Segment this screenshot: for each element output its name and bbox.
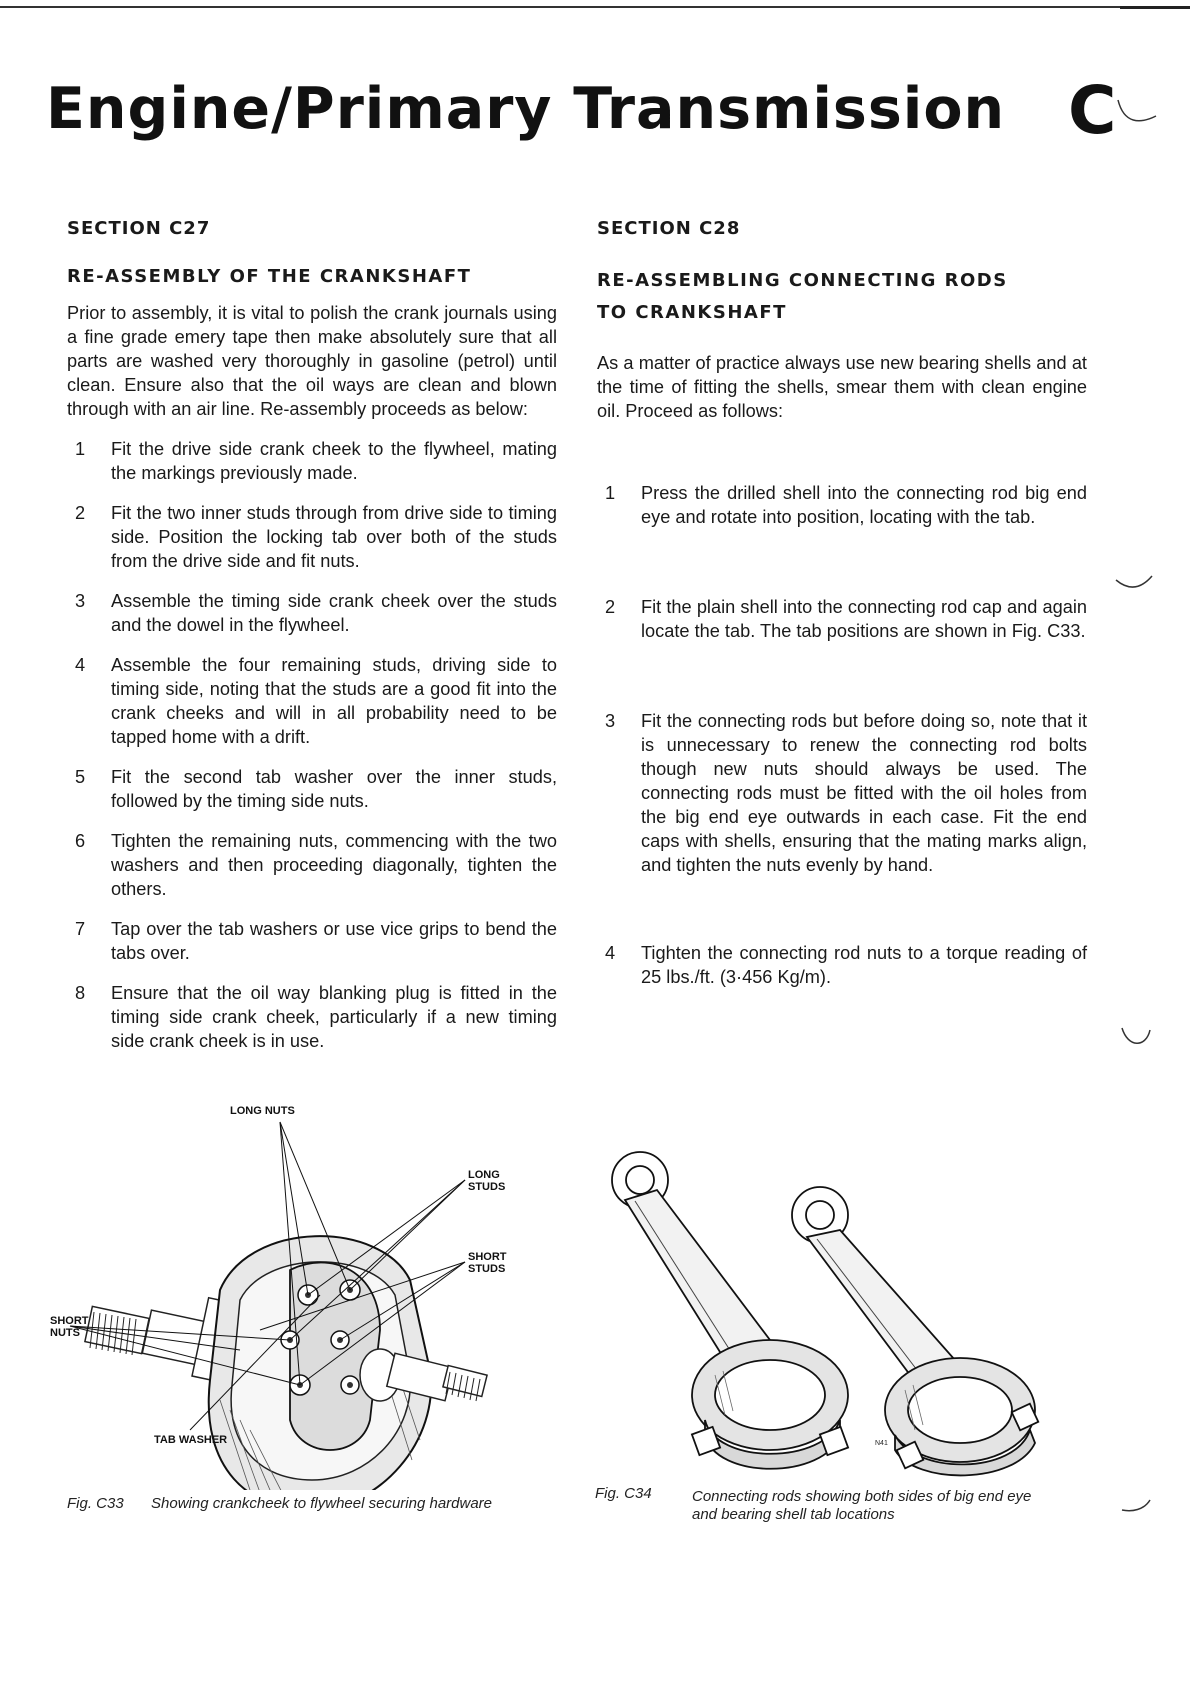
- step-item: [597, 481, 1087, 529]
- caption-text-line-2: and bearing shell tab locations: [692, 1506, 895, 1523]
- step-text: Ensure that the oil way blanking plug is fitted in the timing side crank cheek, particularly if a new timing side crank cheek is in use.: [111, 983, 557, 1051]
- step-text: Tighten the connecting rod nuts to a torque reading of 25 lbs./ft. (3·456 Kg/m).: [641, 943, 1087, 987]
- label-short-studs-2: STUDS: [468, 1263, 506, 1275]
- step-item: [67, 829, 557, 901]
- step-item: [67, 653, 557, 749]
- left-column: [67, 218, 557, 1069]
- label-long-studs-1: LONG: [468, 1169, 500, 1181]
- step-item: [597, 941, 1087, 989]
- step-item: [67, 437, 557, 485]
- label-short-studs-1: SHORT: [468, 1251, 507, 1263]
- step-number: 2: [75, 503, 86, 523]
- step-item: [597, 595, 1087, 643]
- step-item: [67, 981, 557, 1053]
- label-short-nuts-1: SHORT: [50, 1315, 89, 1327]
- step-number: 4: [75, 655, 86, 675]
- intro-paragraph: As a matter of practice always use new bearing shells and at the time of fitting the shells, smear them with clean engine oil. Proceed as follows:: [597, 353, 1087, 421]
- heading-line-1: RE-ASSEMBLING CONNECTING RODS: [597, 270, 1008, 291]
- step-item: [67, 917, 557, 965]
- right-column: [597, 218, 1087, 989]
- step-number: 7: [75, 919, 86, 939]
- step-text: Assemble the four remaining studs, driving side to timing side, noting that the studs are a good fit into the crank cheeks and will in all probability need to be tapped home with a drift.: [111, 655, 557, 747]
- connecting-rods-illustration: [595, 1145, 1075, 1480]
- step-list: [67, 437, 557, 1053]
- step-item: [67, 765, 557, 813]
- step-item: [67, 501, 557, 573]
- step-list: [597, 481, 1087, 989]
- figure-caption-c34: [595, 1485, 1095, 1525]
- caption-ref: Fig. C34: [595, 1485, 652, 1502]
- step-text: Fit the second tab washer over the inner studs, followed by the timing side nuts.: [111, 767, 557, 811]
- caption-text-line-1: Connecting rods showing both sides of big end eye: [692, 1488, 1032, 1505]
- step-text: Fit the two inner studs through from drive side to timing side. Position the locking tab over both of the studs from the drive side and fit nuts.: [111, 503, 557, 571]
- step-number: 6: [75, 831, 86, 851]
- step-text: Tap over the tab washers or use vice grips to bend the tabs over.: [111, 919, 557, 963]
- page-title: Engine/Primary Transmission: [46, 76, 1006, 142]
- step-number: 3: [605, 711, 616, 731]
- step-item: [597, 709, 1087, 877]
- margin-marks: [1110, 80, 1190, 1560]
- step-number: 5: [75, 767, 86, 787]
- intro-paragraph: Prior to assembly, it is vital to polish the crank journals using a fine grade emery tape then make absolutely sure that all parts are washed very thoroughly in gasoline (petrol) until clean. Ensure also that the oil ways are clean and blown through with an air line. Re-assembly proceeds as below:: [67, 303, 557, 419]
- heading-line-2: TO CRANKSHAFT: [597, 302, 787, 323]
- label-long-studs-2: STUDS: [468, 1181, 506, 1193]
- figure-mark-n41: N41: [875, 1440, 888, 1447]
- step-item: [67, 589, 557, 637]
- caption-ref: Fig. C33: [67, 1495, 124, 1512]
- step-text: Fit the connecting rods but before doing so, note that it is unnecessary to renew the connecting rod bolts though new nuts should always be used. The connecting rods must be fitted with the oil holes from the big end eye outwards in each case. Fit the end caps with shells, ensuring that the mating marks align, and tighten the nuts evenly by hand.: [641, 711, 1087, 875]
- step-text: Tighten the remaining nuts, commencing with the two washers and then proceeding diagonally, tighten the others.: [111, 831, 557, 899]
- step-text: Assemble the timing side crank cheek over the studs and the dowel in the flywheel.: [111, 591, 557, 635]
- caption-text: Showing crankcheek to flywheel securing hardware: [151, 1495, 493, 1512]
- step-text: Fit the drive side crank cheek to the flywheel, mating the markings previously made.: [111, 439, 557, 483]
- crankshaft-illustration: [50, 1100, 550, 1490]
- step-number: 4: [605, 943, 616, 963]
- top-rule: [0, 6, 1190, 8]
- label-short-nuts-2: NUTS: [50, 1327, 80, 1339]
- step-text: Press the drilled shell into the connecting rod big end eye and rotate into position, locating with the tab.: [641, 483, 1087, 527]
- step-text: Fit the plain shell into the connecting rod cap and again locate the tab. The tab positions are shown in Fig. C33.: [641, 597, 1087, 641]
- section-label-c27: SECTION C27: [67, 218, 211, 239]
- section-letter: C: [1068, 72, 1117, 149]
- figure-caption-c33: [67, 1495, 557, 1515]
- section-heading-connecting-rods: [597, 265, 1087, 329]
- step-number: 3: [75, 591, 86, 611]
- section-label-c28: SECTION C28: [597, 218, 741, 239]
- section-heading-crankshaft: RE-ASSEMBLY OF THE CRANKSHAFT: [67, 266, 472, 287]
- label-long-nuts: LONG NUTS: [230, 1105, 295, 1117]
- step-number: 8: [75, 983, 86, 1003]
- label-tab-washer: TAB WASHER: [154, 1434, 228, 1446]
- step-number: 1: [605, 483, 616, 503]
- step-number: 1: [75, 439, 86, 459]
- top-rule-right: [1120, 6, 1190, 9]
- step-number: 2: [605, 597, 616, 617]
